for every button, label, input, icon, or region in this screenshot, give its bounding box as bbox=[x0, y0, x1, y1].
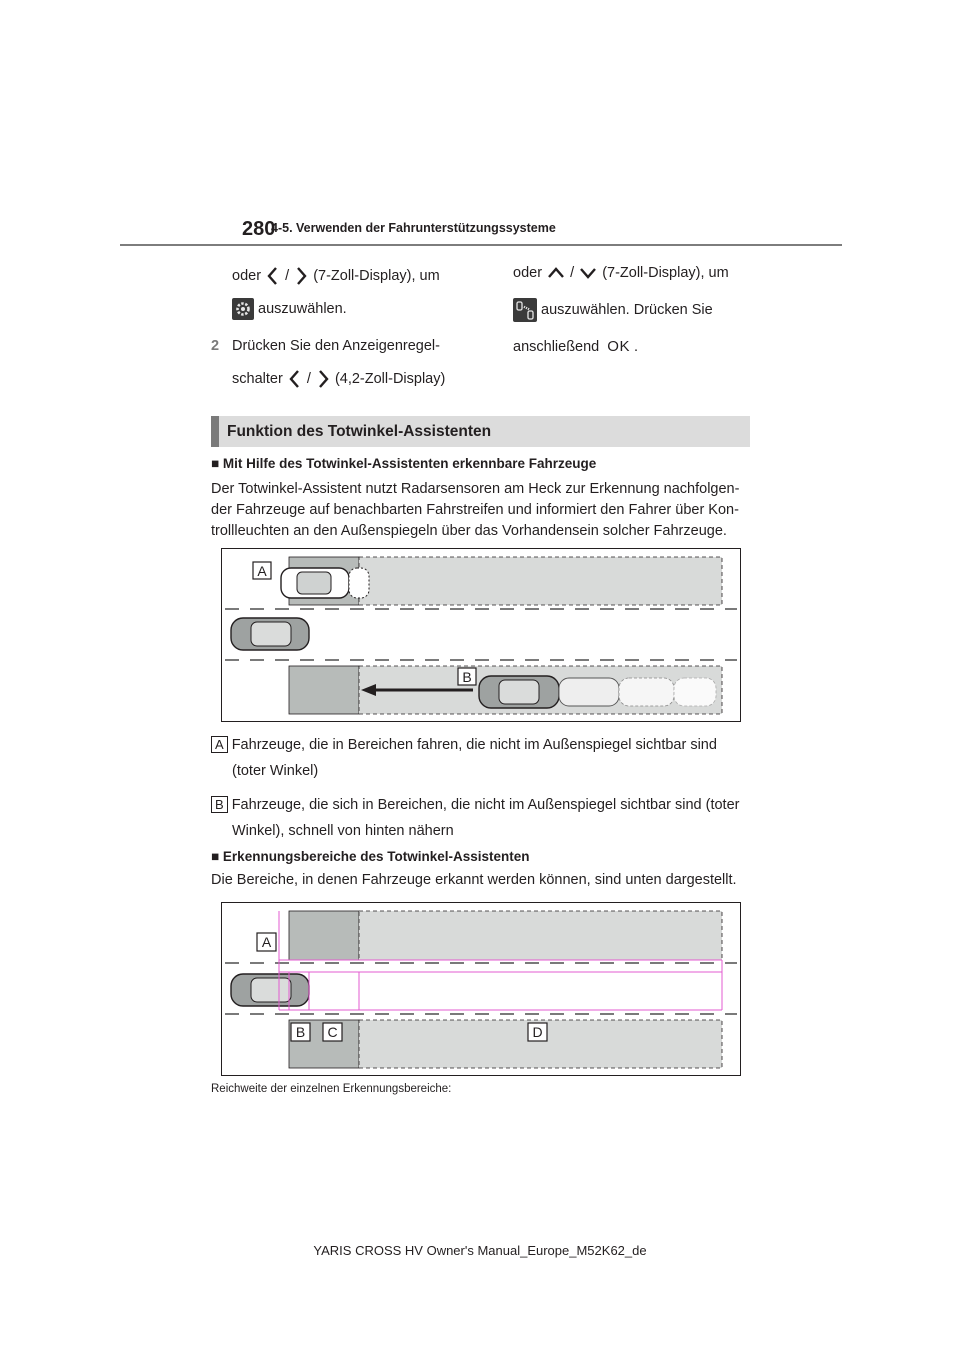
text-42zoll: (4,2-Zoll-Display) bbox=[334, 370, 446, 387]
section-heading-text: Funktion des Totwinkel-Assistenten bbox=[227, 423, 492, 440]
chevron-right-icon bbox=[315, 368, 331, 390]
paragraph-1 bbox=[211, 479, 739, 542]
chevron-left-icon bbox=[265, 265, 281, 287]
text-oder: oder bbox=[513, 265, 543, 281]
step-number: 2 bbox=[211, 338, 220, 354]
text-schalter: schalter bbox=[232, 370, 283, 387]
bullet-square: ■ bbox=[211, 849, 220, 864]
legend-b-label: B bbox=[211, 796, 228, 813]
figure1-label-a: A bbox=[257, 563, 267, 579]
chevron-down-icon bbox=[578, 265, 598, 281]
page-number: 280 bbox=[242, 218, 276, 240]
legend-a bbox=[211, 736, 717, 753]
text-slash: / bbox=[306, 370, 311, 387]
text-slash: / bbox=[285, 267, 290, 284]
paragraph-2: Die Bereiche, in denen Fahrzeuge erkannt werden können, sind unten dargestellt. bbox=[211, 872, 737, 888]
legend-a-text: Fahrzeuge, die in Bereichen fahren, die nicht im Außenspiegel sichtbar sind bbox=[231, 737, 717, 753]
text-auszuwaehlen: auszuwählen. bbox=[258, 300, 347, 317]
step-2-line-2 bbox=[232, 368, 445, 390]
subheading-1 bbox=[211, 456, 596, 471]
subheading-2-text: Erkennungsbereiche des Totwinkel-Assistenten bbox=[222, 849, 530, 864]
step-2-line-1 bbox=[211, 338, 440, 354]
footer-manual-id: YARIS CROSS HV Owner's Manual_Europe_M52K62_de bbox=[313, 1243, 647, 1258]
zone-b-dark bbox=[289, 666, 359, 714]
paragraph-line: trollleuchten an den Außenspiegeln über das Vorhandensein solcher Fahrzeuge. bbox=[211, 523, 727, 539]
subheading-2 bbox=[211, 849, 530, 864]
legend-a-label: A bbox=[211, 736, 228, 753]
bullet-square: ■ bbox=[211, 456, 220, 471]
figure2-label-a: A bbox=[261, 934, 272, 950]
text-anschliessend: anschließend bbox=[513, 339, 600, 355]
zone-top-dark bbox=[289, 911, 359, 960]
figure2-label-c: C bbox=[327, 1024, 338, 1040]
paragraph-line: Der Totwinkel-Assistent nutzt Radarsensoren am Heck zur Erkennung nachfolgen- bbox=[211, 481, 740, 497]
chevron-right-icon bbox=[293, 265, 309, 287]
legend-b-line-2: Winkel), schnell von hinten nähern bbox=[232, 823, 454, 839]
bsm-icon bbox=[513, 298, 537, 322]
zone-a-light bbox=[359, 557, 722, 605]
text-7zoll: (7-Zoll-Display), um bbox=[602, 265, 729, 281]
text-slash: / bbox=[570, 265, 575, 281]
text-7zoll: (7-Zoll-Display), um bbox=[313, 267, 440, 284]
paragraph-line: der Fahrzeuge auf benachbarten Fahrstreifen und informiert den Fahrer über Kon- bbox=[211, 502, 739, 518]
legend-a-line-2: (toter Winkel) bbox=[232, 763, 319, 779]
section-heading bbox=[211, 416, 750, 447]
text-auszuwaehlen-druecken: auszuwählen. Drücken Sie bbox=[541, 301, 713, 318]
heading-bar bbox=[211, 416, 219, 447]
figure-detection-areas bbox=[221, 902, 741, 1076]
chevron-left-icon bbox=[287, 368, 303, 390]
subheading-1-text: Mit Hilfe des Totwinkel-Assistenten erkennbare Fahrzeuge bbox=[222, 456, 597, 471]
vehicle-a bbox=[281, 568, 369, 598]
text-oder: oder bbox=[232, 267, 262, 284]
section-title: 4-5. Verwenden der Fahrunterstützungssysteme bbox=[271, 221, 556, 235]
left-line-1 bbox=[232, 265, 440, 287]
header-rule bbox=[120, 244, 842, 246]
gear-icon bbox=[232, 298, 254, 320]
step-2-text: Drücken Sie den Anzeigenregel- bbox=[232, 338, 440, 354]
ego-vehicle bbox=[231, 618, 309, 650]
vehicle-b bbox=[479, 676, 716, 708]
legend-b bbox=[211, 796, 739, 813]
text-period: . bbox=[633, 339, 638, 355]
figure-blind-spot-vehicles bbox=[221, 548, 741, 722]
figure-caption: Reichweite der einzelnen Erkennungsbereiche: bbox=[211, 1083, 452, 1095]
chevron-up-icon bbox=[546, 265, 566, 281]
ego-vehicle bbox=[231, 974, 309, 1006]
legend-b-text: Fahrzeuge, die sich in Bereichen, die nicht im Außenspiegel sichtbar sind (toter bbox=[231, 797, 740, 813]
right-line-3 bbox=[513, 338, 638, 355]
right-line-2 bbox=[513, 298, 713, 322]
right-line-1 bbox=[513, 265, 729, 281]
figure2-label-d: D bbox=[532, 1024, 543, 1040]
zone-top-light bbox=[359, 911, 722, 960]
ok-button-symbol: OK bbox=[607, 338, 630, 355]
figure1-label-b: B bbox=[462, 669, 472, 685]
figure2-label-b: B bbox=[295, 1024, 306, 1040]
left-line-2 bbox=[232, 298, 347, 320]
